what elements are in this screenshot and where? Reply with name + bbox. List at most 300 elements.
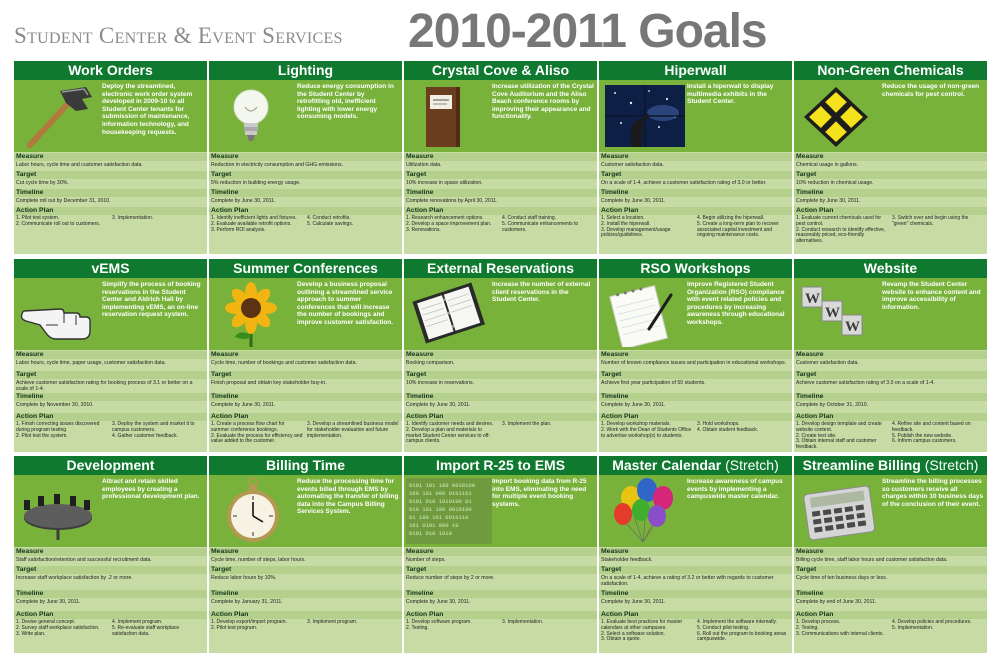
action-plan-list bbox=[14, 421, 207, 452]
action-step: 6. Roll out the program to booking areas campuswide. bbox=[697, 630, 787, 643]
action-column-1 bbox=[601, 216, 693, 239]
action-plan-list bbox=[794, 619, 987, 653]
pointer-hand-icon bbox=[16, 281, 102, 347]
action-column-2 bbox=[697, 216, 789, 239]
timeline-value: Complete by June 30, 2011. bbox=[601, 599, 666, 605]
timeline-value: Complete by June 30, 2011. bbox=[211, 198, 276, 204]
goal-title-text: Lighting bbox=[277, 62, 334, 78]
action-step: 3. Write plan. bbox=[16, 630, 46, 637]
action-plan-list bbox=[404, 421, 597, 452]
goal-description: Reduce energy consumption in the Student Center by retrofitting old, inefficient lighting with lower energy consuming models. bbox=[297, 83, 394, 121]
action-column-1 bbox=[16, 216, 108, 228]
stretch-tag: (Stretch) bbox=[725, 457, 779, 473]
action-step: 1. Finish correcting issues discovered during program testing. bbox=[16, 421, 100, 433]
svg-text:W: W bbox=[845, 319, 860, 335]
goal-card-vems bbox=[14, 259, 207, 452]
svg-text:010 101 100 0010100: 010 101 100 0010100 bbox=[409, 506, 472, 513]
action-plan-list bbox=[404, 619, 597, 653]
action-step: 2. Develop a plan and materials to market Student Center services to off-campus clients. bbox=[406, 426, 491, 445]
goal-card-crystal-cove-aliso bbox=[404, 61, 597, 254]
goal-title-text: vEMS bbox=[91, 260, 130, 276]
goal-title bbox=[794, 259, 987, 278]
action-plan-list bbox=[599, 215, 792, 254]
goal-title bbox=[404, 61, 597, 80]
starry-display-icon bbox=[601, 83, 687, 149]
action-plan-label: Action Plan bbox=[404, 207, 597, 215]
action-step: 1. Develop workshop materials. bbox=[601, 421, 671, 427]
measure-label: Measure bbox=[599, 548, 792, 556]
action-step: 3. Obtain a quote. bbox=[601, 636, 641, 643]
action-step: 1. Identify customer needs and desires. bbox=[406, 421, 494, 427]
measure-label: Measure bbox=[14, 153, 207, 161]
measure-label: Measure bbox=[599, 351, 792, 359]
measure-label: Measure bbox=[404, 351, 597, 359]
goal-title-text: RSO Workshops bbox=[640, 260, 751, 276]
action-step: 5. Communicate enhancements to customers. bbox=[502, 220, 579, 233]
svg-text:W: W bbox=[805, 291, 820, 307]
lightbulb-icon bbox=[211, 83, 297, 149]
goal-title bbox=[404, 259, 597, 278]
action-step: 2. Testing. bbox=[796, 624, 819, 631]
timeline-value: Complete by October 31, 2010. bbox=[796, 402, 869, 408]
goal-title bbox=[209, 259, 402, 278]
action-step: 1. Evaluate current chemicals used for pest control. bbox=[796, 215, 882, 227]
action-plan-label: Action Plan bbox=[14, 413, 207, 421]
timeline-value: Complete by end of June 30, 2011. bbox=[796, 599, 877, 605]
target-label: Target bbox=[599, 566, 792, 574]
action-step: 2. Testing. bbox=[406, 624, 429, 631]
action-plan-label: Action Plan bbox=[209, 611, 402, 619]
action-column-2 bbox=[892, 620, 984, 632]
timeline-value: Complete by June 30, 2011. bbox=[16, 599, 81, 605]
action-plan-label: Action Plan bbox=[404, 611, 597, 619]
target-value: On a scale of 1-4, achieve a rating of 3.2 or better with regards to customer satisfaction. bbox=[601, 575, 774, 588]
measure-value: Number of known compliance issues and participation in educational workshops. bbox=[601, 360, 787, 366]
goal-title-text: Development bbox=[66, 457, 155, 473]
action-step: 6. Inform campus customers. bbox=[892, 438, 957, 445]
target-label: Target bbox=[209, 566, 402, 574]
action-column-2 bbox=[307, 620, 399, 626]
action-column-1 bbox=[601, 422, 693, 439]
goal-hero bbox=[794, 80, 987, 152]
action-step: 2. Create test site. bbox=[796, 432, 837, 439]
stretch-tag: (Stretch) bbox=[924, 457, 979, 473]
timeline-value: Complete by June 30, 2011. bbox=[406, 402, 471, 408]
measure-label: Measure bbox=[404, 548, 597, 556]
room-sign-icon bbox=[406, 83, 492, 149]
timeline-label: Timeline bbox=[404, 393, 597, 401]
timeline-value: Complete by June 30, 2011. bbox=[601, 198, 666, 204]
action-plan-label: Action Plan bbox=[599, 413, 792, 421]
action-step: 1. Identify inefficient lights and fixtures. bbox=[211, 215, 297, 221]
goal-title-text: Master Calendar bbox=[612, 457, 722, 473]
sunflower-icon bbox=[211, 281, 297, 347]
action-step: 3. Develop management/usage policies/guidelines. bbox=[601, 226, 671, 239]
goal-title bbox=[404, 456, 597, 475]
action-column-1 bbox=[211, 422, 303, 445]
measure-label: Measure bbox=[209, 153, 402, 161]
action-step: 2. Evaluate available retrofit options. bbox=[211, 220, 292, 227]
svg-text:0101 101 100 0010100: 0101 101 100 0010100 bbox=[409, 482, 476, 489]
action-plan-label: Action Plan bbox=[209, 207, 402, 215]
action-plan-list bbox=[14, 619, 207, 653]
action-step: 1. Develop process. bbox=[796, 619, 841, 625]
timeline-value: Complete by June 30, 2011. bbox=[406, 599, 471, 605]
calculator-icon bbox=[796, 478, 882, 544]
target-label: Target bbox=[599, 371, 792, 379]
action-column-1 bbox=[211, 620, 303, 632]
action-step: 2. Work with the Dean of Students Office to advertise workshop(s) to students. bbox=[601, 426, 692, 439]
goal-title bbox=[794, 61, 987, 80]
action-step: 1. Develop software program. bbox=[406, 619, 472, 625]
action-step: 3. Implementation. bbox=[112, 215, 154, 221]
binary-code-icon bbox=[406, 478, 492, 544]
goal-hero bbox=[404, 80, 597, 152]
action-step: 3. Hold workshops. bbox=[697, 421, 740, 427]
measure-value: Chemical usage in gallons. bbox=[796, 162, 858, 168]
action-plan-list bbox=[599, 619, 792, 653]
goal-title bbox=[599, 456, 792, 475]
timeline-value: Complete by June 30, 2011. bbox=[601, 402, 666, 408]
target-value: 10% increase in reservations. bbox=[406, 380, 475, 386]
action-step: 2. Pilot test program. bbox=[211, 624, 258, 631]
timeline-label: Timeline bbox=[14, 189, 207, 197]
timeline-label: Timeline bbox=[209, 393, 402, 401]
goals-title: 2010-2011 Goals bbox=[408, 5, 767, 58]
goal-description: Reduce the usage of non-green chemicals for pest control. bbox=[882, 83, 980, 98]
action-step: 2. Communicate roll out to customers. bbox=[16, 220, 101, 227]
action-step: 1. Devise general concept. bbox=[16, 619, 76, 625]
hammer-icon bbox=[16, 83, 102, 149]
pocket-watch-icon bbox=[211, 478, 297, 544]
target-label: Target bbox=[794, 171, 987, 179]
target-label: Target bbox=[14, 371, 207, 379]
goal-card-summer-conferences bbox=[209, 259, 402, 452]
action-step: 2. Install the hiperwall. bbox=[601, 220, 651, 227]
target-value: 10% reduction in chemical usage. bbox=[796, 180, 874, 186]
action-step: 2. Pilot test the system. bbox=[16, 432, 68, 439]
goal-title-text: External Reservations bbox=[426, 260, 575, 276]
target-value: Reduce number of steps by 2 or more. bbox=[406, 575, 495, 581]
timeline-value: Complete renovations by April 30, 2011. bbox=[406, 198, 498, 204]
goal-title-text: Summer Conferences bbox=[233, 260, 378, 276]
goal-description: Deploy the streamlined, electronic work order system developed in 2009-10 to all Student Center tenants for submission of maintenance, information technology, and housekeeping requests. bbox=[102, 83, 193, 136]
goal-card-lighting bbox=[209, 61, 402, 254]
action-plan-label: Action Plan bbox=[14, 611, 207, 619]
goal-description: Improve Registered Student Organization (RSO) compliance with event related policies and procedures by increasing awareness through educational workshops. bbox=[687, 281, 785, 326]
goal-card-billing-time bbox=[209, 456, 402, 653]
action-step: 5. Calculate savings. bbox=[307, 220, 354, 227]
action-step: 1. Create a process flow chart for summer conference bookings. bbox=[211, 421, 285, 433]
action-step: 1. Develop export/import program. bbox=[211, 619, 287, 625]
target-value: 10% increase in space utilization. bbox=[406, 180, 483, 186]
goal-hero bbox=[14, 475, 207, 547]
measure-value: Cycle time, number of bookings and customer satisfaction data. bbox=[211, 360, 357, 366]
action-column-1 bbox=[211, 216, 303, 233]
notepad-pen-icon bbox=[601, 281, 687, 347]
svg-text:0101 010 1010100 01: 0101 010 1010100 01 bbox=[409, 498, 472, 505]
goal-hero bbox=[599, 278, 792, 350]
goal-hero bbox=[209, 80, 402, 152]
action-step: 4. Refine site and content based on feedback. bbox=[892, 421, 971, 433]
action-step: 1. Develop design template and create website content. bbox=[796, 421, 882, 433]
goal-card-rso-workshops bbox=[599, 259, 792, 452]
target-label: Target bbox=[209, 171, 402, 179]
goal-card-work-orders bbox=[14, 61, 207, 254]
action-column-1 bbox=[406, 422, 498, 445]
action-step: 2. Evaluate the process for efficiency and value added to the customer. bbox=[211, 432, 303, 445]
goal-title-text: Website bbox=[863, 260, 918, 276]
action-plan-label: Action Plan bbox=[794, 207, 987, 215]
meeting-table-icon bbox=[16, 478, 102, 544]
action-step: 1. Select a location. bbox=[601, 215, 645, 221]
target-value: Achieve customer satisfaction rating of 3.0 on a scale of 1-4. bbox=[796, 380, 935, 386]
target-label: Target bbox=[404, 371, 597, 379]
department-name: Student Center & Event Services bbox=[14, 23, 343, 48]
target-value: Cycle time of ten business days or less. bbox=[796, 575, 888, 581]
measure-value: Billing cycle time, staff labor hours and customer satisfaction data. bbox=[796, 557, 948, 563]
goal-description: Import booking data from R-25 into EMS, eliminating the need for multiple event booking systems. bbox=[492, 478, 587, 508]
goal-hero bbox=[794, 475, 987, 547]
timeline-label: Timeline bbox=[599, 189, 792, 197]
measure-value: Booking comparison. bbox=[406, 360, 455, 366]
action-column-1 bbox=[16, 422, 108, 439]
goal-title bbox=[599, 61, 792, 80]
goal-title bbox=[209, 61, 402, 80]
target-value: 5% reduction in building energy usage. bbox=[211, 180, 301, 186]
goal-card-website bbox=[794, 259, 987, 452]
timeline-label: Timeline bbox=[794, 189, 987, 197]
action-plan-label: Action Plan bbox=[794, 413, 987, 421]
timeline-label: Timeline bbox=[599, 590, 792, 598]
action-step: 4. Implement program. bbox=[112, 619, 163, 625]
action-step: 5. Implementation. bbox=[892, 624, 934, 631]
goal-hero bbox=[599, 475, 792, 547]
target-value: Reduce labor hours by 10%. bbox=[211, 575, 277, 581]
measure-label: Measure bbox=[599, 153, 792, 161]
action-step: 4. Conduct staff training. bbox=[502, 215, 557, 221]
target-label: Target bbox=[794, 371, 987, 379]
action-step: 1. Evaluate best practices for master calendars at other campuses. bbox=[601, 619, 683, 631]
action-step: 3. Renovations. bbox=[406, 226, 441, 233]
hazard-sign-icon bbox=[796, 83, 882, 149]
goal-title-text: Streamline Billing bbox=[802, 457, 921, 473]
goal-description: Increase utilization of the Crystal Cove Auditorium and the Aliso Beach conference rooms by improving their appearance and functionality. bbox=[492, 83, 594, 121]
timeline-label: Timeline bbox=[794, 590, 987, 598]
action-plan-list bbox=[404, 215, 597, 254]
action-step: 3. Implement the plan. bbox=[502, 421, 552, 427]
action-step: 3. Implement program. bbox=[307, 619, 358, 625]
goal-title bbox=[794, 456, 987, 475]
action-column-2 bbox=[697, 620, 789, 643]
goal-card-non-green-chemicals bbox=[794, 61, 987, 254]
goal-hero bbox=[14, 278, 207, 350]
action-plan-list bbox=[209, 215, 402, 254]
goal-title-text: Hiperwall bbox=[664, 62, 727, 78]
goal-description: Attract and retain skilled employees by creating a professional development plan. bbox=[102, 478, 200, 501]
planner-icon bbox=[406, 281, 492, 347]
target-label: Target bbox=[209, 371, 402, 379]
measure-value: Labor hours, cycle time and customer satisfaction data. bbox=[16, 162, 143, 168]
goal-description: Increase awareness of campus events by implementing a campuswide master calendar. bbox=[687, 478, 783, 501]
action-plan-list bbox=[599, 421, 792, 452]
action-column-1 bbox=[601, 620, 693, 643]
action-step: 3. Obtain internal staff and customer feedback. bbox=[796, 438, 877, 451]
action-plan-label: Action Plan bbox=[209, 413, 402, 421]
target-value: Achieve first year participation of 50 students. bbox=[601, 380, 706, 386]
action-step: 3. Develop a streamlined business model for stakeholder evaluation and future implementation. bbox=[307, 421, 399, 439]
timeline-value: Complete by November 30, 2010. bbox=[16, 402, 94, 408]
measure-value: Customer satisfaction data. bbox=[601, 162, 664, 168]
goal-card-development bbox=[14, 456, 207, 653]
measure-label: Measure bbox=[209, 548, 402, 556]
action-step: 5. Conduct pilot testing. bbox=[697, 624, 750, 631]
goal-card-master-calendar bbox=[599, 456, 792, 653]
action-plan-list bbox=[14, 215, 207, 254]
target-value: On a scale of 1-4, achieve a customer satisfaction rating of 3.0 or better. bbox=[601, 180, 767, 186]
measure-label: Measure bbox=[794, 548, 987, 556]
target-value: Achieve customer satisfaction rating for booking process of 3.1 or better on a scale of 1-4. bbox=[16, 380, 193, 393]
timeline-label: Timeline bbox=[209, 590, 402, 598]
measure-value: Stakeholder feedback. bbox=[601, 557, 653, 563]
goal-hero bbox=[209, 278, 402, 350]
action-plan-list bbox=[209, 619, 402, 653]
goal-title bbox=[14, 61, 207, 80]
action-step: 5. Create a long-term plan to recover associated capital investment and ongoing maintenance costs. bbox=[697, 220, 779, 239]
action-step: 5. Publish the new website. bbox=[892, 432, 953, 439]
measure-value: Utilization data. bbox=[406, 162, 442, 168]
goal-title bbox=[599, 259, 792, 278]
action-step: 3. Deploy the system and market it to campus customers. bbox=[112, 421, 195, 433]
balloons-icon bbox=[601, 478, 687, 544]
action-column-2 bbox=[892, 216, 984, 228]
www-blocks-icon bbox=[796, 281, 882, 347]
action-step: 3. Implementation. bbox=[502, 619, 544, 625]
action-column-2 bbox=[502, 216, 594, 233]
action-step: 4. Obtain student feedback. bbox=[697, 426, 759, 433]
target-label: Target bbox=[794, 566, 987, 574]
goal-title-text: Crystal Cove & Aliso bbox=[431, 62, 570, 78]
action-step: 3. Perform ROI analysis. bbox=[211, 226, 266, 233]
measure-value: Staff satisfaction/retention and successful recruitment data. bbox=[16, 557, 152, 563]
timeline-label: Timeline bbox=[209, 189, 402, 197]
svg-text:100 101 000 0101101: 100 101 000 0101101 bbox=[409, 490, 472, 497]
action-column-1 bbox=[796, 422, 888, 451]
measure-value: Labor hours, cycle time, paper usage, customer satisfaction data. bbox=[16, 360, 166, 366]
action-column-2 bbox=[112, 216, 204, 222]
target-value: Cut cycle time by 30%. bbox=[16, 180, 69, 186]
action-plan-label: Action Plan bbox=[404, 413, 597, 421]
goal-description: Develop a business proposal outlining a streamlined service approach to summer conferences that will increase the number of bookings and improve customer satisfaction. bbox=[297, 281, 394, 326]
action-step: 2. Select a software solution. bbox=[601, 630, 665, 637]
goal-description: Revamp the Student Center website to enhance content and improve accessibility of information. bbox=[882, 281, 981, 311]
action-column-2 bbox=[307, 216, 399, 228]
action-column-2 bbox=[502, 620, 594, 626]
measure-label: Measure bbox=[14, 548, 207, 556]
goal-description: Install a hiperwall to display multimedia exhibits in the Student Center. bbox=[687, 83, 774, 106]
measure-label: Measure bbox=[209, 351, 402, 359]
action-step: 1. Research enhancement options. bbox=[406, 215, 484, 221]
action-column-1 bbox=[16, 620, 108, 637]
goal-card-hiperwall bbox=[599, 61, 792, 254]
timeline-label: Timeline bbox=[794, 393, 987, 401]
action-step: 3. Switch over and begin using the "green" chemicals. bbox=[892, 215, 969, 227]
measure-value: Customer satisfaction data. bbox=[796, 360, 859, 366]
target-value: Increase staff workplace satisfaction by .2 or more. bbox=[16, 575, 133, 581]
timeline-value: Complete by January 31, 2011. bbox=[211, 599, 283, 605]
measure-label: Measure bbox=[404, 153, 597, 161]
action-column-2 bbox=[502, 422, 594, 428]
action-column-2 bbox=[307, 422, 399, 439]
goal-title bbox=[14, 456, 207, 475]
action-column-2 bbox=[112, 620, 204, 637]
measure-value: Cycle time, number of steps, labor hours. bbox=[211, 557, 306, 563]
goal-card-streamline-billing bbox=[794, 456, 987, 653]
goal-description: Reduce the processing time for events billed through EMS by automating the transfer of billing data into the Campus Billing Services System. bbox=[297, 478, 399, 516]
action-column-1 bbox=[796, 620, 888, 637]
goal-card-import-r-25-to-ems bbox=[404, 456, 597, 653]
action-plan-list bbox=[794, 215, 987, 254]
target-label: Target bbox=[404, 171, 597, 179]
action-column-2 bbox=[697, 422, 789, 434]
goal-title bbox=[209, 456, 402, 475]
timeline-label: Timeline bbox=[404, 189, 597, 197]
timeline-label: Timeline bbox=[599, 393, 792, 401]
action-plan-label: Action Plan bbox=[599, 207, 792, 215]
goal-hero bbox=[404, 475, 597, 547]
goal-title-text: Work Orders bbox=[68, 62, 153, 78]
goal-description: Increase the number of external client reservations in the Student Center. bbox=[492, 281, 591, 304]
svg-text:01 100 101 0010110: 01 100 101 0010110 bbox=[409, 514, 469, 521]
target-label: Target bbox=[599, 171, 792, 179]
measure-value: Reduction in electricity consumption and GHG emissions. bbox=[211, 162, 344, 168]
svg-text:0101 010 1010: 0101 010 1010 bbox=[409, 530, 452, 537]
goal-description: Streamline the billing processes so customers receive all charges within 10 business days of the conclusion of their event. bbox=[882, 478, 984, 508]
action-step: 4. Gather customer feedback. bbox=[112, 432, 178, 439]
timeline-label: Timeline bbox=[14, 393, 207, 401]
timeline-label: Timeline bbox=[14, 590, 207, 598]
goal-title bbox=[14, 259, 207, 278]
action-plan-list bbox=[209, 421, 402, 452]
timeline-value: Complete by June 30, 2011. bbox=[211, 402, 276, 408]
svg-text:101 0101 000 10: 101 0101 000 10 bbox=[409, 522, 459, 529]
goal-description: Simplify the process of booking reservations in the Student Center and Aldrich Hall by implementing vEMS, an on-line reservation request system. bbox=[102, 281, 201, 319]
action-step: 3. Communications with internal clients. bbox=[796, 630, 884, 637]
goal-hero bbox=[794, 278, 987, 350]
goal-hero bbox=[209, 475, 402, 547]
goal-title-text: Billing Time bbox=[265, 457, 346, 473]
goal-hero bbox=[404, 278, 597, 350]
timeline-label: Timeline bbox=[404, 590, 597, 598]
measure-label: Measure bbox=[794, 351, 987, 359]
action-step: 1. Pilot test system. bbox=[16, 215, 60, 221]
action-step: 2. Survey staff workplace satisfaction. bbox=[16, 624, 100, 631]
goal-card-external-reservations bbox=[404, 259, 597, 452]
timeline-value: Complete roll out by December 31, 2010. bbox=[16, 198, 111, 204]
timeline-value: Complete by June 30, 2011. bbox=[796, 198, 861, 204]
action-step: 5. Re-evaluate staff workplace satisfaction data. bbox=[112, 624, 180, 637]
measure-value: Number of steps. bbox=[406, 557, 446, 563]
goal-title-text: Import R-25 to EMS bbox=[435, 457, 566, 473]
action-column-2 bbox=[892, 422, 984, 445]
goal-title-text: Non-Green Chemicals bbox=[817, 62, 964, 78]
action-column-2 bbox=[112, 422, 204, 439]
action-plan-label: Action Plan bbox=[794, 611, 987, 619]
action-plan-list bbox=[794, 421, 987, 452]
action-column-1 bbox=[406, 216, 498, 233]
svg-text:W: W bbox=[825, 305, 840, 321]
target-label: Target bbox=[14, 171, 207, 179]
